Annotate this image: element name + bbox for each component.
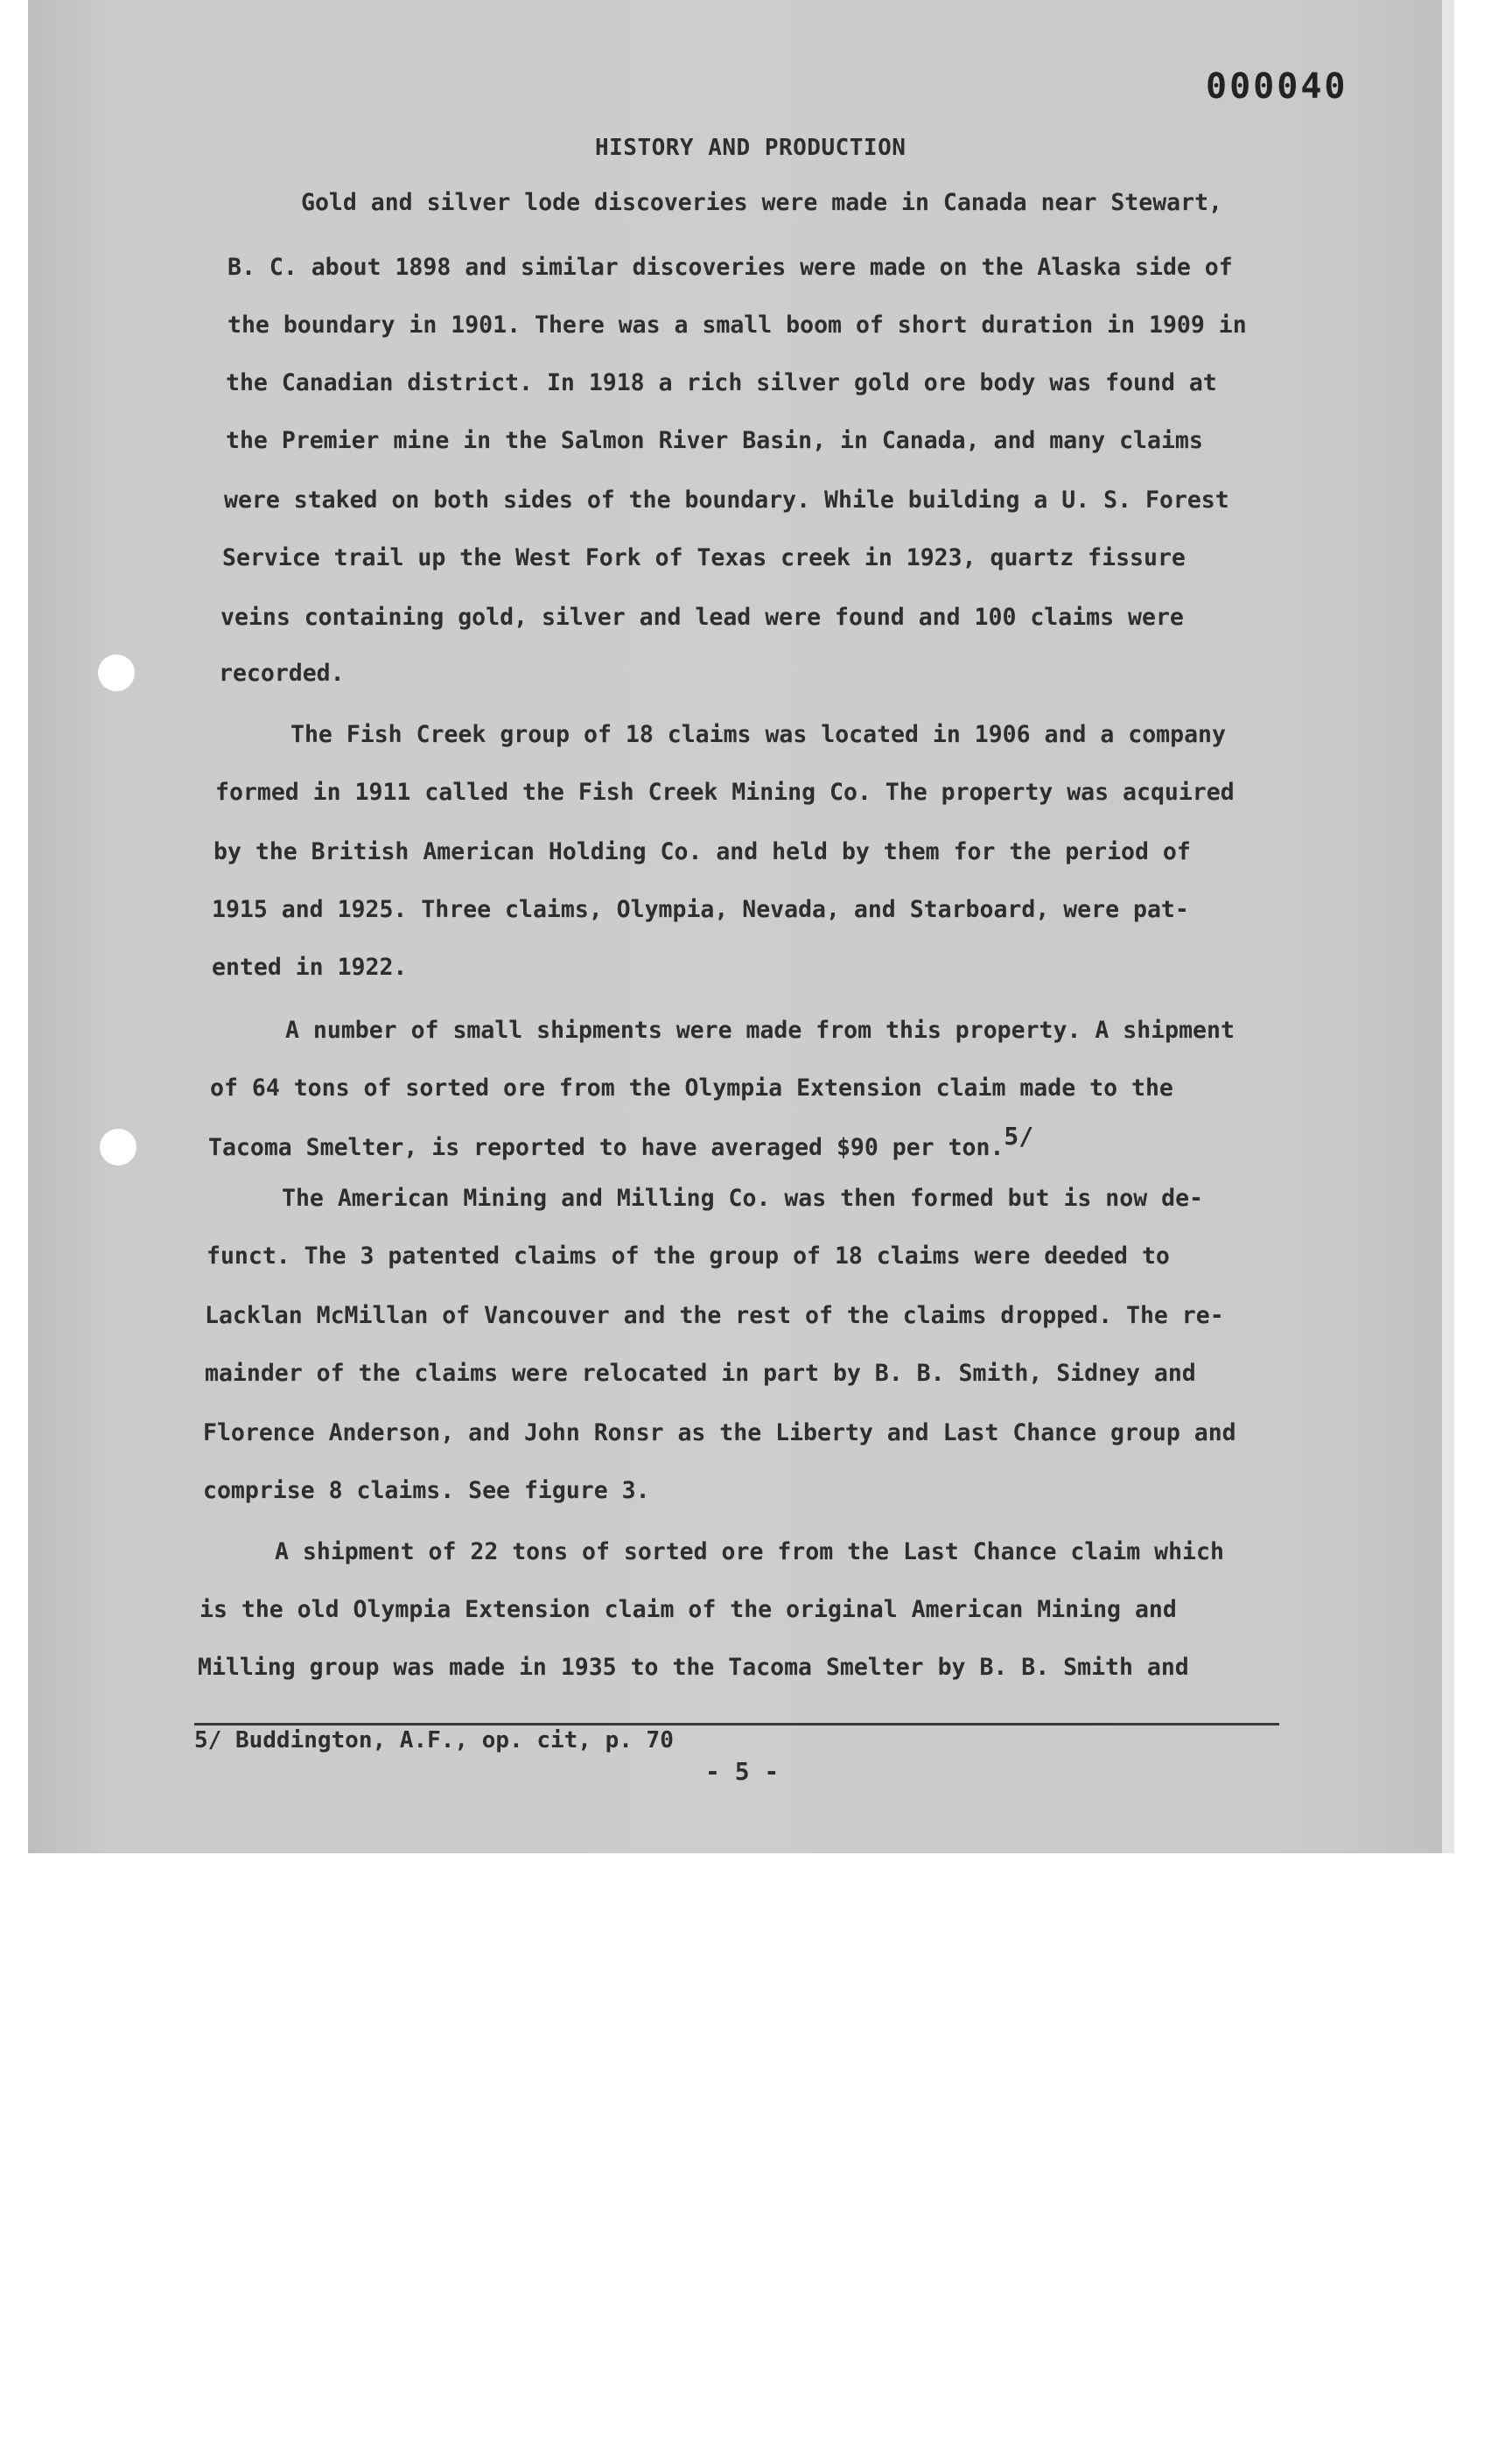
page-edge [1442,0,1454,1853]
text-line: formed in 1911 called the Fish Creek Mining Co. The property was acquired [215,779,1235,806]
text-line: B. C. about 1898 and similar discoveries were made on the Alaska side of [228,254,1233,281]
page-number: - 5 - [705,1757,780,1786]
text-line: The Fish Creek group of 18 claims was located in 1906 and a company [290,721,1226,748]
text-line: recorded. [219,660,345,687]
punch-hole [98,654,135,691]
punch-hole [100,1129,136,1166]
text-line: A shipment of 22 tons of sorted ore from the Last Chance claim which [275,1538,1224,1565]
text-line: Florence Anderson, and John Ronsr as the Liberty and Last Chance group and [203,1419,1236,1446]
text-line: the Premier mine in the Salmon River Basin, in Canada, and many claims [226,427,1203,454]
text-line: by the British American Holding Co. and held by them for the period of [214,838,1191,865]
footnote-reference: 5/ [1004,1122,1034,1151]
text-line: the Canadian district. In 1918 a rich silver gold ore body was found at [226,369,1217,396]
text-line: ented in 1922. [212,954,408,981]
text-line: Gold and silver lode discoveries were made in Canada near Stewart, [301,189,1222,216]
text-line: Lacklan McMillan of Vancouver and the rest of the claims dropped. The re- [205,1302,1224,1329]
text-line: A number of small shipments were made from this property. A shipment [285,1017,1235,1044]
footnote-divider [194,1723,1279,1726]
text-line: of 64 tons of sorted ore from the Olympia Extension claim made to the [210,1074,1173,1102]
document-number: 000040 [1206,66,1348,107]
text-line: 1915 and 1925. Three claims, Olympia, Nevada, and Starboard, were pat- [212,896,1189,923]
text-line: were staked on both sides of the boundary. While building a U. S. Forest [224,486,1229,514]
text-line: The American Mining and Milling Co. was then formed but is now de- [282,1185,1203,1212]
page-title: HISTORY AND PRODUCTION [595,135,906,161]
text-line [208,1122,1034,1161]
text-line: funct. The 3 patented claims of the group of 18 claims were deeded to [206,1242,1170,1270]
text-line-content: Tacoma Smelter, is reported to have averaged $90 per ton. [208,1134,1004,1161]
text-line: Milling group was made in 1935 to the Tacoma Smelter by B. B. Smith and [198,1654,1189,1681]
text-line: comprise 8 claims. See figure 3. [203,1477,650,1504]
text-line: Service trail up the West Fork of Texas creek in 1923, quartz fissure [222,544,1186,571]
text-line: veins containing gold, silver and lead were found and 100 claims were [220,604,1184,631]
text-line: mainder of the claims were relocated in part by B. B. Smith, Sidney and [205,1360,1196,1387]
text-line: is the old Olympia Extension claim of the original American Mining and [200,1596,1177,1623]
footnote: 5/ Buddington, A.F., op. cit, p. 70 [194,1727,674,1754]
text-line: the boundary in 1901. There was a small boom of short duration in 1909 in [228,312,1247,339]
